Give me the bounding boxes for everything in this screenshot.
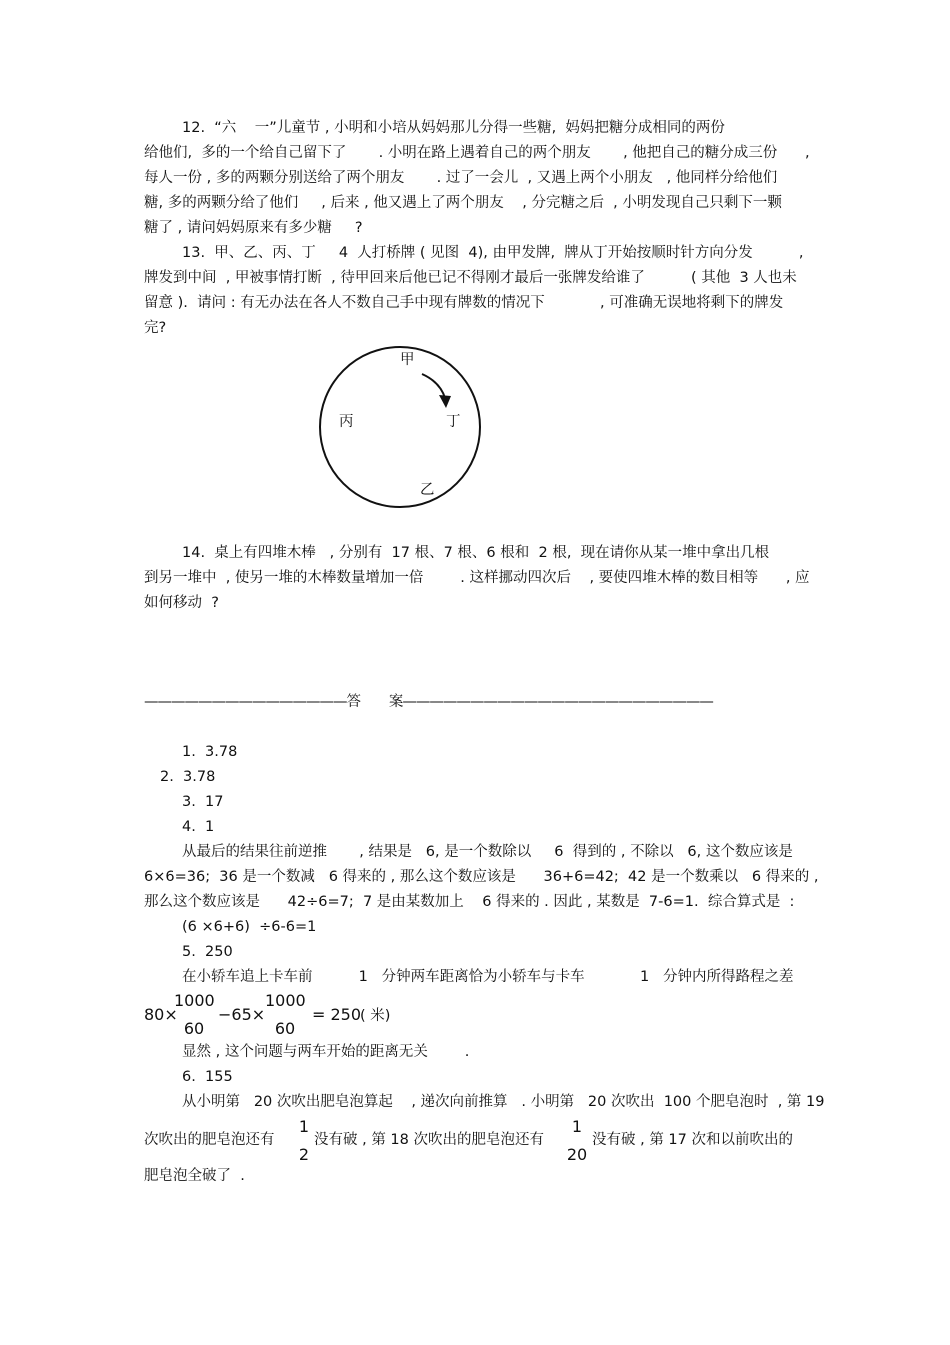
answer-6-fraction-2 <box>563 1117 591 1165</box>
answer-4-line-2: 6×6=36; 36 是一个数减 6 得来的 , 那么这个数应该是 36+6=42; 42 是一个数乘以 6 得来的 , <box>144 869 819 885</box>
player-bottom: 乙 <box>420 482 435 498</box>
answer-2: 2. 3.78 <box>160 769 216 785</box>
fraction-numerator: 1000 <box>174 991 215 1010</box>
fraction-numerator: 1000 <box>265 991 306 1010</box>
answer-6-line-3: 肥皂泡全破了 . <box>144 1168 245 1184</box>
answer-6-line-2c: 没有破 , 第 17 次和以前吹出的 <box>592 1132 793 1148</box>
answer-header: ———————————————答 案——————————————————————— <box>144 694 713 710</box>
answer-6: 6. 155 <box>182 1069 233 1085</box>
answer-6-line-1: 从小明第 20 次吹出肥皂泡算起 , 递次向前推算 . 小明第 20 次吹出 100 个肥皂泡时 , 第 19 <box>182 1094 825 1110</box>
answer-3: 3. 17 <box>182 794 224 810</box>
q14-line-2: 到另一堆中 , 使另一堆的木棒数量增加一倍 . 这样挪动四次后 , 要使四堆木棒的数目相等 , 应 <box>144 570 810 586</box>
formula-fraction-2 <box>265 991 305 1039</box>
q13-line-1: 13. 甲、乙、丙、丁 4 人打桥牌 ( 见图 4), 由甲发牌, 牌从丁开始按顺时针方向分发 , <box>182 245 804 261</box>
formula-term-1: 80× <box>144 1005 178 1024</box>
q13-line-3: 留意 ). 请问 : 有无办法在各人不数自己手中现有牌数的情况下 , 可准确无误地将剩下的牌发 <box>144 295 784 311</box>
answer-4: 4. 1 <box>182 819 215 835</box>
q12-line-4: 糖, 多的两颗分给了他们 , 后来 , 他又遇上了两个朋友 , 分完糖之后 , 小明发现自己只剩下一颗 <box>144 195 782 211</box>
clockwise-arrow <box>422 374 445 398</box>
player-left: 丙 <box>339 414 354 430</box>
answer-5-line: 在小轿车追上卡车前 1 分钟两车距离恰为小轿车与卡车 1 分钟内所得路程之差 <box>182 969 794 985</box>
answer-4-line-1: 从最后的结果往前逆推 , 结果是 6, 是一个数除以 6 得到的 , 不除以 6, 这个数应该是 <box>182 844 793 860</box>
q12-line-3: 每人一份 , 多的两颗分别送给了两个朋友 . 过了一会儿 , 又遇上两个小朋友 , 他同样分给他们 <box>144 170 778 186</box>
fraction-denominator: 60 <box>183 1019 205 1038</box>
answer-1: 1. 3.78 <box>182 744 238 760</box>
player-right: 丁 <box>446 414 461 430</box>
fraction-denominator: 60 <box>274 1019 296 1038</box>
answer-5-note: 显然 , 这个问题与两车开始的距离无关 . <box>182 1044 470 1060</box>
fraction-denominator: 20 <box>566 1145 588 1164</box>
formula-unit: ( 米) <box>360 1008 391 1024</box>
q14-line-1: 14. 桌上有四堆木棒 , 分别有 17 根、7 根、6 根和 2 根, 现在请你从某一堆中拿出几根 <box>182 545 770 561</box>
q13-line-2: 牌发到中间 , 甲被事情打断 , 待甲回来后他已记不得刚才最后一张牌发给谁了 ( 其他 3 人也未 <box>144 270 797 286</box>
formula-term-2: −65× <box>218 1005 266 1024</box>
q12-line-1: 12. “六 一”儿童节 , 小明和小培从妈妈那儿分得一些糖, 妈妈把糖分成相同的两份 <box>182 120 725 136</box>
q12-line-2: 给他们, 多的一个给自己留下了 . 小明在路上遇着自己的两个朋友 , 他把自己的糖分成三份 , <box>144 145 810 161</box>
answer-4-line-4: (6 ×6+6) ÷6-6=1 <box>182 919 317 935</box>
fraction-numerator: 1 <box>571 1117 583 1136</box>
answer-6-fraction-1 <box>292 1117 316 1165</box>
answer-6-line-2b: 没有破 , 第 18 次吹出的肥皂泡还有 <box>314 1132 544 1148</box>
player-top: 甲 <box>400 352 415 368</box>
arrow-head-icon <box>439 395 451 408</box>
q12-line-5: 糖了 , 请问妈妈原来有多少糖 ? <box>144 220 363 236</box>
formula-fraction-1 <box>174 991 214 1039</box>
answer-5: 5. 250 <box>182 944 233 960</box>
fraction-denominator: 2 <box>298 1145 310 1164</box>
q14-line-3: 如何移动 ? <box>144 595 219 611</box>
answer-4-line-3: 那么这个数应该是 42÷6=7; 7 是由某数加上 6 得来的 . 因此 , 某数是 7-6=1. 综合算式是 : <box>144 894 795 910</box>
fraction-numerator: 1 <box>298 1117 310 1136</box>
formula-term-3: = 250 <box>312 1005 362 1024</box>
answer-6-line-2a: 次吹出的肥皂泡还有 <box>144 1132 275 1148</box>
q13-line-4: 完? <box>144 320 167 336</box>
